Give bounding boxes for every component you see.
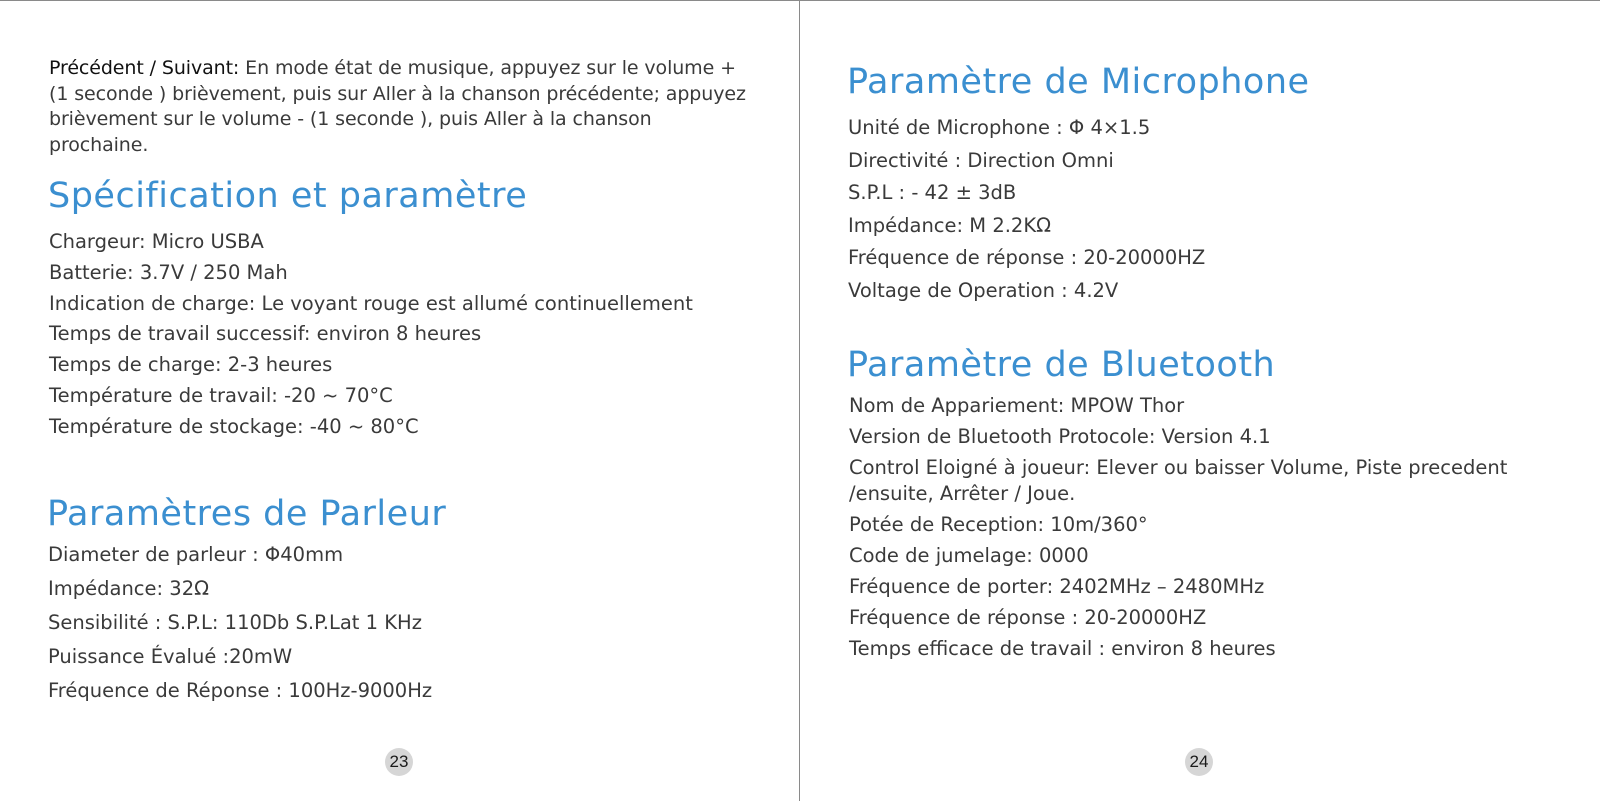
list-item: Nom de Appariement: MPOW Thor	[849, 394, 1185, 417]
speaker-heading: Paramètres de Parleur	[47, 494, 447, 534]
right-page	[800, 0, 1600, 801]
list-item: Chargeur: Micro USBA	[49, 230, 264, 253]
list-item: Température de travail: -20 ~ 70°C	[49, 383, 393, 407]
list-item: Control Eloigné à joueur: Elever ou baisser Volume, Piste precedent /ensuite, Arrêter / Joue.	[849, 456, 1508, 505]
intro-text: En mode état de musique, appuyez sur le volume + (1 seconde ) brièvement, puis sur Aller à la chanson précédente; appuyez brièvement sur le volume - (1 seconde ), puis Aller à la chanson prochaine.	[49, 57, 746, 156]
bluetooth-heading: Paramètre de Bluetooth	[847, 345, 1276, 385]
list-item: S.P.L : - 42 ± 3dB	[848, 181, 1017, 204]
list-item: Fréquence de réponse : 20-20000HZ	[848, 246, 1206, 269]
list-item: Impédance: M 2.2KΩ	[848, 213, 1052, 237]
left-page	[0, 0, 799, 801]
speaker-list	[48, 538, 432, 708]
intro-label: Précédent / Suivant:	[49, 57, 240, 79]
microphone-list	[848, 112, 1205, 307]
page-number-badge: 23	[385, 748, 413, 776]
list-item: Sensibilité : S.P.L: 110Db S.P.Lat 1 KHz	[48, 611, 422, 634]
list-item: Puissance Évalué :20mW	[48, 645, 293, 668]
list-item: Unité de Microphone : Φ 4×1.5	[848, 116, 1151, 139]
list-item: Code de jumelage: 0000	[849, 544, 1089, 567]
list-item: Voltage de Operation : 4.2V	[848, 278, 1119, 302]
list-item: Directivité : Direction Omni	[848, 148, 1114, 172]
list-item: Temps de travail successif: environ 8 heures	[49, 322, 482, 346]
list-item: Potée de Reception: 10m/360°	[849, 513, 1148, 536]
list-item: Fréquence de Réponse : 100Hz-9000Hz	[48, 679, 433, 702]
microphone-heading: Paramètre de Microphone	[847, 62, 1310, 102]
list-item: Temps efficace de travail : environ 8 heures	[849, 637, 1276, 660]
list-item: Fréquence de réponse : 20-20000HZ	[849, 606, 1207, 629]
list-item: Indication de charge: Le voyant rouge est allumé continuellement	[49, 291, 693, 315]
list-item: Fréquence de porter: 2402MHz – 2480MHz	[849, 575, 1265, 598]
spec-list	[49, 227, 693, 443]
list-item: Temps de charge: 2-3 heures	[49, 353, 333, 377]
list-item: Impédance: 32Ω	[48, 577, 210, 600]
list-item: Version de Bluetooth Protocole: Version 4.1	[849, 425, 1271, 448]
list-item: Batterie: 3.7V / 250 Mah	[49, 260, 288, 284]
intro-paragraph	[49, 56, 749, 158]
list-item: Température de stockage: -40 ~ 80°C	[49, 414, 419, 438]
bluetooth-list	[849, 393, 1549, 662]
page-number-badge: 24	[1185, 748, 1213, 776]
list-item: Diameter de parleur : Φ40mm	[48, 543, 344, 566]
spec-heading: Spécification et paramètre	[48, 176, 528, 216]
